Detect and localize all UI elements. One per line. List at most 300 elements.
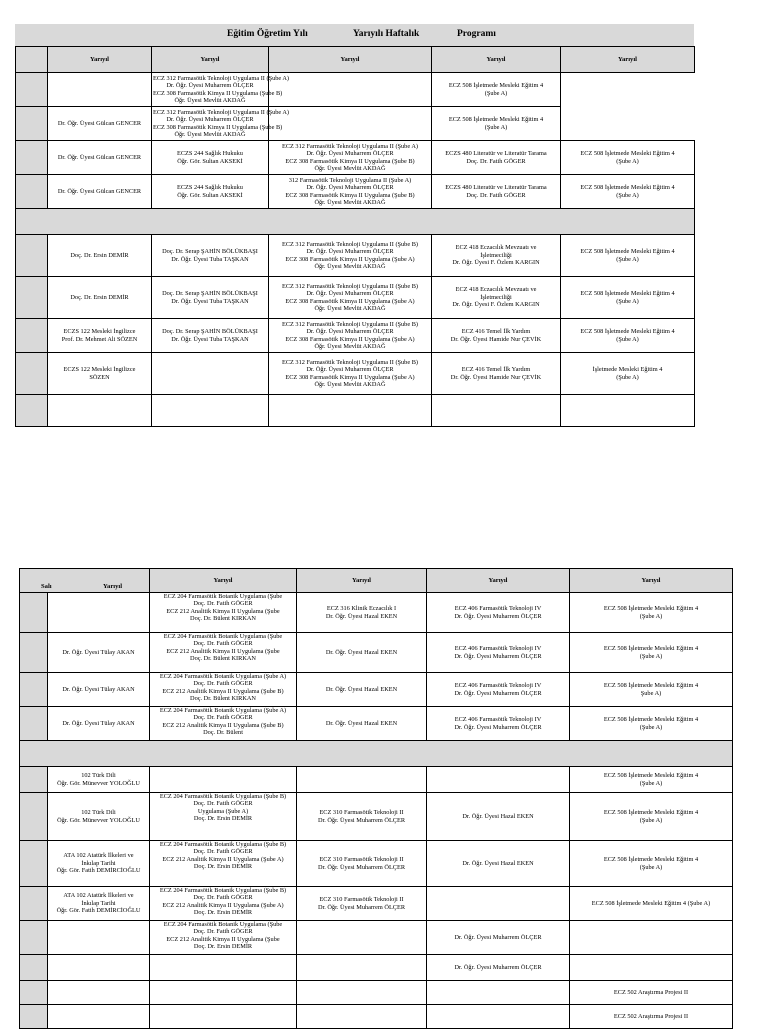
course-cell (432, 353, 561, 395)
course-line: Öğr. Üyesi Mevlüt AKDAĞ (314, 164, 386, 172)
course-line: (Şube A) (616, 373, 639, 381)
course-cell (570, 1005, 733, 1029)
header-row (20, 569, 733, 593)
course-line: ECZS 480 Literatür ve Literatür Tarama (445, 150, 547, 158)
course-cell (152, 235, 269, 277)
table-row (20, 981, 733, 1005)
course-line: ECZ 508 İşletmede Mesleki Eğitim 4 (Şube A) (591, 899, 711, 907)
course-cell (432, 319, 561, 353)
course-line: (Şube A) (639, 612, 663, 620)
course-line: ECZ 308 Farmasötik Kimya II Uygulama (Şube B) (285, 191, 415, 199)
separator-cell (16, 209, 695, 235)
course-cell (432, 73, 561, 107)
course-cell (150, 981, 297, 1005)
table-row (16, 395, 695, 427)
course-cell (150, 921, 297, 955)
course-line: ECZ 312 Farmasötik Teknoloji Uygulama II (Şube B) (281, 240, 419, 248)
course-cell (561, 141, 695, 175)
row-label-cell (20, 673, 48, 707)
course-line: Öğr. Üyesi Mevlüt AKDAĞ (314, 342, 386, 350)
course-cell (561, 235, 695, 277)
course-line: Doç. Dr. Bülent (203, 729, 243, 737)
course-line: (Şube A) (616, 297, 639, 305)
course-line: ECZ 508 İşletmede Mesleki Eğitim 4 (580, 184, 675, 192)
semester-label: Yarıyıl (103, 582, 123, 590)
course-line: Doç. Dr. Fatih GÖGER (466, 157, 526, 165)
column-header: Yarıyıl (297, 569, 427, 593)
course-cell (150, 841, 297, 887)
course-cell (561, 277, 695, 319)
course-line: ECZ 312 Farmasötik Teknoloji Uygulama II (Şube A) (153, 108, 290, 116)
course-line: (Şube A) (484, 89, 508, 97)
course-line: Dr. Öğr. Üyesi Muharrem ÖLÇER (454, 652, 542, 660)
course-line: (Şube A) (639, 723, 663, 731)
course-cell (152, 319, 269, 353)
course-cell (570, 955, 733, 981)
course-line: Doç. Dr. Ersin DEMİR (193, 815, 253, 823)
course-cell (297, 673, 427, 707)
course-line: ECZ 502 Araştırma Projesi II (613, 1012, 689, 1020)
course-cell (48, 277, 152, 319)
course-line: ECZ 508 İşletmede Mesleki Eğitim 4 (603, 772, 699, 780)
course-line: Dr. Öğr. Üyesi Tülay AKAN (62, 719, 135, 727)
course-line: ECZ 308 Farmasötik Kimya II Uygulama (Şube A) (285, 335, 415, 343)
course-cell (561, 319, 695, 353)
corner-cell (16, 47, 48, 73)
row-label-cell (16, 107, 48, 141)
course-line: Uygulama (Şube A) (197, 807, 249, 815)
column-header: Yarıyıl (150, 569, 297, 593)
course-cell (570, 887, 733, 921)
course-line: Dr. Öğr. Üyesi Hazal EKEN (462, 859, 534, 867)
course-cell (48, 633, 150, 673)
course-cell (48, 841, 150, 887)
course-line: Öğr. Gör. Münevver YOLOĞLU (57, 816, 140, 824)
row-label-cell (20, 593, 48, 633)
separator-cell (20, 741, 733, 767)
table-row (16, 353, 695, 395)
course-line: Doç. Dr. Ersin DEMİR (70, 251, 129, 259)
course-line: ECZ 508 İşletmede Mesleki Eğitim 4 (603, 809, 699, 817)
course-line: 102 Türk Dili (81, 772, 116, 780)
course-line: Prof. Dr. Mehmet Ali SÖZEN (61, 335, 138, 343)
course-cell (427, 707, 570, 741)
table-row (16, 235, 695, 277)
course-line: Doç. Dr. Serap ŞAHİN BÖLÜKBAŞI (162, 248, 258, 256)
course-cell (432, 277, 561, 319)
course-line: Dr. Öğr. Üyesi Tuba TAŞKAN (171, 255, 249, 263)
course-cell (150, 1005, 297, 1029)
separator-row (16, 209, 695, 235)
course-cell (150, 673, 297, 707)
course-line: Dr. Öğr. Üyesi Muharrem ÖLÇER (306, 366, 394, 374)
course-cell (269, 73, 432, 107)
table-row (16, 107, 695, 141)
course-cell (297, 633, 427, 673)
course-cell (570, 921, 733, 955)
course-line: ECZ 212 Analitik Kimya II Uygulama (Şube (166, 647, 280, 655)
course-line: ECZ 312 Farmasötik Teknoloji Uygulama II (Şube A) (153, 74, 290, 82)
course-cell (570, 793, 733, 841)
course-line: Doç. Dr. Ersin DEMİR (70, 293, 129, 301)
row-label-cell (16, 175, 48, 209)
course-cell (150, 767, 297, 793)
course-line: Doç. Dr. Bülent KIRKAN (190, 615, 256, 623)
course-line: Doç. Dr. Fatih GÖGER (193, 800, 253, 808)
course-cell (152, 107, 290, 141)
course-line: Dr. Öğr. Üyesi Gülcan GENCER (57, 153, 142, 161)
course-line: Öğr. Üyesi Mevlüt AKDAĞ (314, 262, 386, 270)
course-line: ECZ 308 Farmasötik Kimya II Uygulama (Şube A) (285, 255, 415, 263)
course-cell (427, 633, 570, 673)
course-cell (297, 767, 427, 793)
course-cell (48, 141, 152, 175)
course-line: ECZS 244 Sağlık Hukuku (177, 184, 243, 192)
course-line: Dr. Öğr. Üyesi Muharrem ÖLÇER (317, 863, 406, 871)
course-line: ECZ 406 Farmasötik Teknoloji IV (454, 682, 542, 690)
course-line: ECZ 204 Farmasötik Botanik Uygulama (Şube B) (159, 887, 287, 894)
course-cell (561, 353, 695, 395)
course-cell (570, 841, 733, 887)
course-line: Dr. Öğr. Üyesi Muharrem ÖLÇER (306, 328, 394, 336)
table-row (16, 73, 695, 107)
course-cell (48, 921, 150, 955)
course-line: ECZ 308 Farmasötik Kimya II Uygulama (Şube B) (153, 89, 283, 97)
course-line: Dr. Öğr. Üyesi Tuba TAŞKAN (171, 335, 249, 343)
course-line: Dr. Öğr. Üyesi Tülay AKAN (62, 685, 135, 693)
course-cell (150, 793, 297, 841)
course-cell (432, 175, 561, 209)
course-line: Dr. Öğr. Üyesi Hazal EKEN (325, 719, 398, 727)
course-cell (427, 793, 570, 841)
course-cell (561, 175, 695, 209)
table-row (16, 141, 695, 175)
course-cell (297, 887, 427, 921)
course-cell (561, 395, 695, 427)
course-line: ECZ 212 Analitik Kimya II Uygulama (Şube B) (162, 687, 284, 695)
course-line: Doç. Dr. Fatih GÖGER (193, 928, 253, 936)
row-label-cell (16, 277, 48, 319)
course-line: Dr. Öğr. Üyesi Muharrem ÖLÇER (454, 933, 542, 941)
course-cell (152, 353, 269, 395)
course-line: ECZ 204 Farmasötik Botanik Uygulama (Şube (163, 633, 283, 640)
course-line: Dr. Öğr. Üyesi Tülay AKAN (62, 648, 135, 656)
course-cell (152, 395, 269, 427)
course-line: ECZ 212 Analitik Kimya II Uygulama (Şube B) (162, 721, 284, 729)
course-cell (269, 107, 432, 141)
day-header-cell (20, 569, 150, 593)
course-cell (570, 673, 733, 707)
course-cell (150, 707, 297, 741)
course-line: ECZ 308 Farmasötik Kimya II Uygulama (Şube B) (153, 123, 283, 131)
course-cell (48, 319, 152, 353)
row-label-cell (20, 707, 48, 741)
course-cell (427, 887, 570, 921)
table-row (20, 1005, 733, 1029)
course-cell (152, 141, 269, 175)
course-line: (Şube A) (616, 255, 639, 263)
course-cell (297, 707, 427, 741)
course-line: Dr. Öğr. Üyesi Muharrem ÖLÇER (454, 689, 542, 697)
course-line: ECZ 508 İşletmede Mesleki Eğitim 4 (580, 150, 675, 158)
course-cell (297, 981, 427, 1005)
course-cell (150, 887, 297, 921)
course-line: ECZ 508 İşletmede Mesleki Eğitim 4 (603, 645, 699, 653)
course-cell (269, 353, 432, 395)
course-line: (Şube A) (639, 863, 663, 871)
course-cell (269, 141, 432, 175)
row-label-cell (20, 887, 48, 921)
course-line: ECZ 508 İşletmede Mesleki Eğitim 4 (603, 716, 699, 724)
course-cell (152, 73, 290, 107)
table-row (20, 593, 733, 633)
table-row (20, 887, 733, 921)
course-line: İnkılap Tarihi (81, 859, 116, 867)
table-row (20, 793, 733, 841)
course-line: İnkılap Tarihi (81, 899, 116, 907)
row-label-cell (16, 73, 48, 107)
course-line: ECZ 204 Farmasötik Botanik Uygulama (Şube (163, 921, 283, 928)
course-line: ECZ 212 Analitik Kimya II Uygulama (Şube A) (162, 901, 284, 909)
column-header: Yarıyıl (427, 569, 570, 593)
title-program: Programı (457, 29, 496, 39)
course-line: Öğr. Gör. Fatih DEMİRCİOĞLU (56, 907, 141, 915)
course-line: ATA 102 Atatürk İlkeleri ve (63, 892, 134, 900)
course-line: Dr. Öğr. Üyesi Muharrem ÖLÇER (306, 248, 394, 256)
column-header: Yarıyıl (432, 47, 561, 73)
course-line: (Şube A) (639, 779, 663, 787)
course-cell (48, 73, 152, 107)
course-line: Doç. Dr. Fatih GÖGER (466, 191, 526, 199)
course-cell (427, 593, 570, 633)
course-line: Dr. Öğr. Üyesi F. Özlem KARGIN (452, 259, 540, 267)
schedule-table-2 (19, 568, 733, 1029)
course-cell (48, 981, 150, 1005)
row-label-cell (16, 141, 48, 175)
course-cell (152, 277, 269, 319)
course-line: ECZ 406 Farmasötik Teknoloji IV (454, 716, 542, 724)
separator-row (20, 741, 733, 767)
title-semester: Yarıyılı Haftalık (353, 29, 420, 39)
course-cell (432, 107, 561, 141)
course-cell (432, 141, 561, 175)
course-line: ECZ 212 Analitik Kimya II Uygulama (Şube A) (162, 855, 284, 863)
course-line: Dr. Öğr. Üyesi Hazal EKEN (325, 612, 398, 620)
course-cell (150, 955, 297, 981)
course-line: ECZ 418 Eczacılık Mevzuatı ve (455, 286, 537, 294)
course-cell (297, 593, 427, 633)
course-cell (432, 395, 561, 427)
course-line: ECZ 508 İşletmede Mesleki Eğitim 4 (580, 248, 675, 256)
course-cell (297, 793, 427, 841)
course-cell (269, 175, 432, 209)
row-label-cell (16, 395, 48, 427)
course-cell (297, 1005, 427, 1029)
column-header: Yarıyıl (269, 47, 432, 73)
course-cell (150, 593, 297, 633)
course-line: Doç. Dr. Fatih GÖGER (193, 894, 253, 902)
course-line: 312 Farmasötik Teknoloji Uygulama II (Şube A) (288, 176, 412, 184)
course-line: ECZ 310 Farmasötik Teknoloji II (319, 896, 404, 904)
course-cell (48, 955, 150, 981)
course-line: Doç. Dr. Fatih GÖGER (193, 600, 253, 608)
course-line: Doç. Dr. Fatih GÖGER (193, 680, 253, 688)
table-row (20, 767, 733, 793)
course-line: ECZS 122 Mesleki İngilizce (63, 366, 136, 374)
course-cell (427, 673, 570, 707)
course-line: Dr. Öğr. Üyesi Muharrem ÖLÇER (454, 963, 542, 971)
row-label-cell (20, 841, 48, 887)
row-label-cell (16, 353, 48, 395)
course-cell (48, 793, 150, 841)
course-cell (152, 175, 269, 209)
course-line: Doç. Dr. Fatih GÖGER (193, 640, 253, 648)
course-cell (297, 841, 427, 887)
course-cell (427, 921, 570, 955)
course-cell (570, 981, 733, 1005)
course-line: Öğr. Üyesi Mevlüt AKDAĞ (174, 130, 246, 138)
course-line: Dr. Öğr. Üyesi Muharrem ÖLÇER (454, 612, 542, 620)
course-line: ECZ 316 Klinik Eczacılık I (326, 605, 397, 613)
course-line: Dr. Öğr. Üyesi F. Özlem KARGIN (452, 301, 540, 309)
course-line: Dr. Öğr. Üyesi Muharrem ÖLÇER (166, 82, 254, 90)
course-line: Öğr. Üyesi Mevlüt AKDAĞ (314, 304, 386, 312)
course-line: Doç. Dr. Serap ŞAHİN BÖLÜKBAŞI (162, 328, 258, 336)
course-line: ECZ 508 İşletmede Mesleki Eğitim 4 (580, 290, 675, 298)
course-line: Doç. Dr. Fatih GÖGER (193, 714, 253, 722)
course-line: Dr. Öğr. Üyesi Hazal EKEN (325, 685, 398, 693)
course-line: Öğr. Gör. Münevver YOLOĞLU (57, 779, 140, 787)
course-line: Doç. Dr. Ersin DEMİR (193, 909, 253, 917)
course-cell (570, 633, 733, 673)
row-label-cell (20, 921, 48, 955)
course-line: ECZ 310 Farmasötik Teknoloji II (319, 809, 404, 817)
course-line: Dr. Öğr. Üyesi Gülcan GENCER (57, 187, 142, 195)
row-label-cell (20, 767, 48, 793)
course-line: Dr. Öğr. Üyesi Muharrem ÖLÇER (317, 903, 406, 911)
course-cell (48, 767, 150, 793)
title-year: Eğitim Öğretim Yılı (227, 29, 308, 39)
table-row (20, 673, 733, 707)
course-line: İşletmede Mesleki Eğitim 4 (592, 366, 663, 374)
course-line: Dr. Öğr. Üyesi Muharrem ÖLÇER (306, 184, 394, 192)
course-cell (48, 887, 150, 921)
course-line: Doç. Dr. Bülent KIRKAN (190, 695, 256, 703)
course-line: İşletmeciliği (480, 251, 512, 259)
table-row (20, 707, 733, 741)
course-line: ECZ 204 Farmasötik Botanik Uygulama (Şube (163, 593, 283, 600)
course-line: Dr. Öğr. Üyesi Hamide Nur ÇEVİK (450, 335, 542, 343)
table-row (20, 921, 733, 955)
course-cell (297, 955, 427, 981)
course-line: Doç. Dr. Fatih GÖGER (193, 848, 253, 856)
course-line: ECZ 308 Farmasötik Kimya II Uygulama (Şube B) (285, 157, 415, 165)
row-label-cell (20, 633, 48, 673)
course-cell (48, 107, 152, 141)
course-line: (Şube A) (616, 157, 639, 165)
course-line: Dr. Öğr. Üyesi Tuba TAŞKAN (171, 297, 249, 305)
course-cell (48, 707, 150, 741)
course-line: ECZ 308 Farmasötik Kimya II Uygulama (Şube A) (285, 373, 415, 381)
course-line: ECZ 308 Farmasötik Kimya II Uygulama (Şube A) (285, 297, 415, 305)
course-line: ECZS 122 Mesleki İngilizce (63, 328, 136, 336)
course-line: ECZ 508 İşletmede Mesleki Eğitim 4 (580, 328, 675, 336)
course-line: İşletmeciliği (480, 293, 512, 301)
table-row (16, 175, 695, 209)
course-line: Öğr. Üyesi Mevlüt AKDAĞ (174, 96, 246, 104)
course-line: (Şube A) (639, 816, 663, 824)
column-header: Yarıyıl (570, 569, 733, 593)
course-cell (269, 277, 432, 319)
course-line: ECZ 312 Farmasötik Teknoloji Uygulama II (Şube B) (281, 320, 419, 328)
course-line: ECZ 312 Farmasötik Teknoloji Uygulama II (Şube B) (281, 282, 419, 290)
course-line: ECZ 502 Araştırma Projesi II (613, 988, 689, 996)
row-label-cell (20, 793, 48, 841)
course-line: Öğr. Üyesi Mevlüt AKDAĞ (314, 380, 386, 388)
course-line: ECZ 204 Farmasötik Botanik Uygulama (Şube A) (159, 707, 287, 714)
course-line: Doç. Dr. Serap ŞAHİN BÖLÜKBAŞI (162, 290, 258, 298)
course-line: Şube A) (640, 689, 662, 697)
table-row (16, 319, 695, 353)
row-label-cell (16, 235, 48, 277)
course-cell (48, 395, 152, 427)
course-line: Dr. Öğr. Üyesi Hazal EKEN (325, 648, 398, 656)
table-row (20, 841, 733, 887)
course-cell (48, 175, 152, 209)
course-line: (Şube A) (484, 123, 508, 131)
course-cell (48, 235, 152, 277)
table-row (20, 633, 733, 673)
course-cell (269, 235, 432, 277)
header-row (16, 47, 695, 73)
course-line: ECZ 204 Farmasötik Botanik Uygulama (Şube B) (159, 793, 287, 800)
course-line: ECZ 418 Eczacılık Mevzuatı ve (455, 244, 537, 252)
course-line: Dr. Öğr. Üyesi Muharrem ÖLÇER (306, 150, 394, 158)
course-line: ECZ 212 Analitik Kimya II Uygulama (Şube (166, 607, 280, 615)
row-label-cell (20, 1005, 48, 1029)
course-line: Dr. Öğr. Üyesi Hamide Nur ÇEVİK (450, 373, 542, 381)
course-cell (48, 673, 150, 707)
table-row (20, 955, 733, 981)
course-line: ECZ 204 Farmasötik Botanik Uygulama (Şube A) (159, 673, 287, 680)
course-line: Dr. Öğr. Üyesi Gülcan GENCER (57, 119, 142, 127)
course-cell (570, 767, 733, 793)
course-line: Dr. Öğr. Üyesi Muharrem ÖLÇER (454, 723, 542, 731)
course-line: ECZ 310 Farmasötik Teknoloji II (319, 856, 404, 864)
course-cell (150, 633, 297, 673)
row-label-cell (20, 981, 48, 1005)
course-line: ECZ 416 Temel İlk Yardım (461, 366, 531, 374)
course-cell (427, 955, 570, 981)
course-line: ECZ 508 İşletmede Mesleki Eğitim 4 (603, 605, 699, 613)
row-label-cell (16, 319, 48, 353)
course-line: (Şube A) (616, 191, 639, 199)
course-line: Doç. Dr. Ersin DEMİR (193, 943, 253, 951)
course-line: (Şube A) (639, 652, 663, 660)
course-line: Öğr. Gör. Sultan AKSEKİ (177, 191, 243, 199)
course-line: Dr. Öğr. Üyesi Muharrem ÖLÇER (317, 816, 406, 824)
course-cell (427, 1005, 570, 1029)
course-line: ECZ 312 Farmasötik Teknoloji Uygulama II (Şube B) (281, 358, 419, 366)
course-cell (48, 1005, 150, 1029)
course-line: ECZ 212 Analitik Kimya II Uygulama (Şube (166, 935, 280, 943)
course-line: ATA 102 Atatürk İlkeleri ve (63, 852, 134, 860)
course-cell (269, 319, 432, 353)
course-cell (427, 841, 570, 887)
course-line: ECZ 312 Farmasötik Teknoloji Uygulama II (Şube A) (281, 142, 419, 150)
course-line: Öğr. Gör. Sultan AKSEKİ (177, 157, 243, 165)
schedule-table-1 (15, 46, 695, 427)
